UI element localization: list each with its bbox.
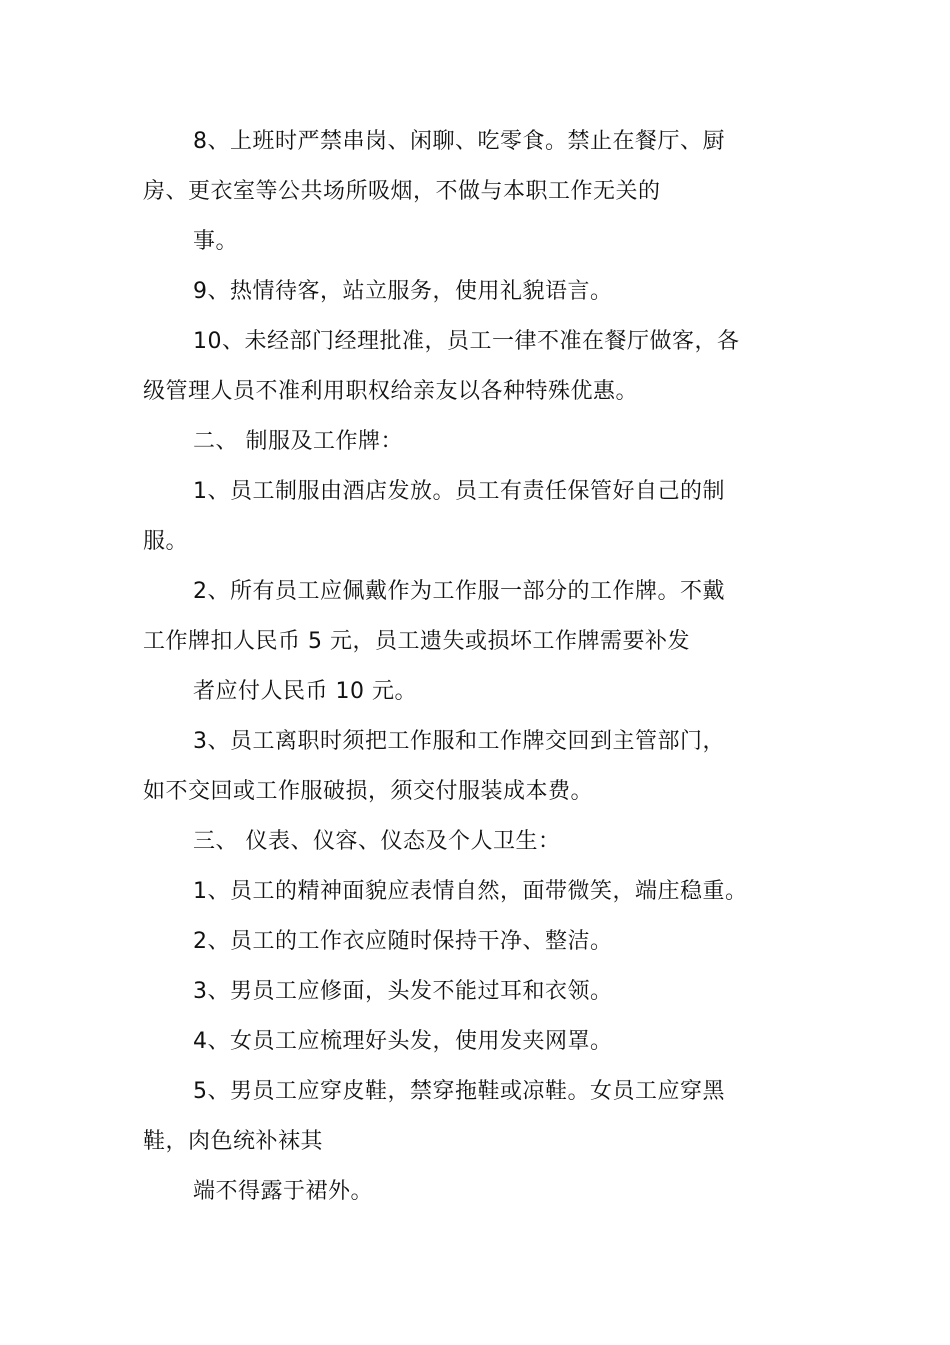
section-heading-appearance: 三、 仪表、仪容、仪态及个人卫生： <box>193 829 561 854</box>
text-line-rule-8-end: 事。 <box>193 229 239 254</box>
text-line-appearance-5-cont: 鞋，肉色统补袜其 <box>143 1129 324 1154</box>
text-line-uniform-2-cont: 工作牌扣人民币 5 元，员工遗失或损坏工作牌需要补发 <box>143 629 690 654</box>
text-line-appearance-4: 4、女员工应梳理好头发，使用发夹网罩。 <box>193 1029 613 1054</box>
text-line-uniform-1-cont: 服。 <box>143 529 189 554</box>
text-line-rule-10: 10、未经部门经理批准，员工一律不准在餐厅做客，各 <box>193 329 740 354</box>
text-line-uniform-3: 3、员工离职时须把工作服和工作牌交回到主管部门， <box>193 729 725 754</box>
text-line-uniform-3-cont: 如不交回或工作服破损，须交付服装成本费。 <box>143 779 594 804</box>
text-line-uniform-2: 2、所有员工应佩戴作为工作服一部分的工作牌。不戴 <box>193 579 725 604</box>
text-line-uniform-2-end: 者应付人民币 10 元。 <box>193 679 417 704</box>
text-line-appearance-5-end: 端不得露于裙外。 <box>193 1179 374 1204</box>
text-line-appearance-5: 5、男员工应穿皮鞋，禁穿拖鞋或凉鞋。女员工应穿黑 <box>193 1079 725 1104</box>
text-line-appearance-3: 3、男员工应修面，头发不能过耳和衣领。 <box>193 979 613 1004</box>
text-line-rule-8: 8、上班时严禁串岗、闲聊、吃零食。禁止在餐厅、厨 <box>193 129 725 154</box>
section-heading-uniform: 二、 制服及工作牌： <box>193 429 403 454</box>
text-line-rule-10-cont: 级管理人员不准利用职权给亲友以各种特殊优惠。 <box>143 379 639 404</box>
text-line-rule-9: 9、热情待客，站立服务，使用礼貌语言。 <box>193 279 613 304</box>
text-line-appearance-2: 2、员工的工作衣应随时保持干净、整洁。 <box>193 929 613 954</box>
text-line-rule-8-cont: 房、更衣室等公共场所吸烟，不做与本职工作无关的 <box>143 179 661 204</box>
text-line-uniform-1: 1、员工制服由酒店发放。员工有责任保管好自己的制 <box>193 479 725 504</box>
text-line-appearance-1: 1、员工的精神面貌应表情自然，面带微笑，端庄稳重。 <box>193 879 748 904</box>
